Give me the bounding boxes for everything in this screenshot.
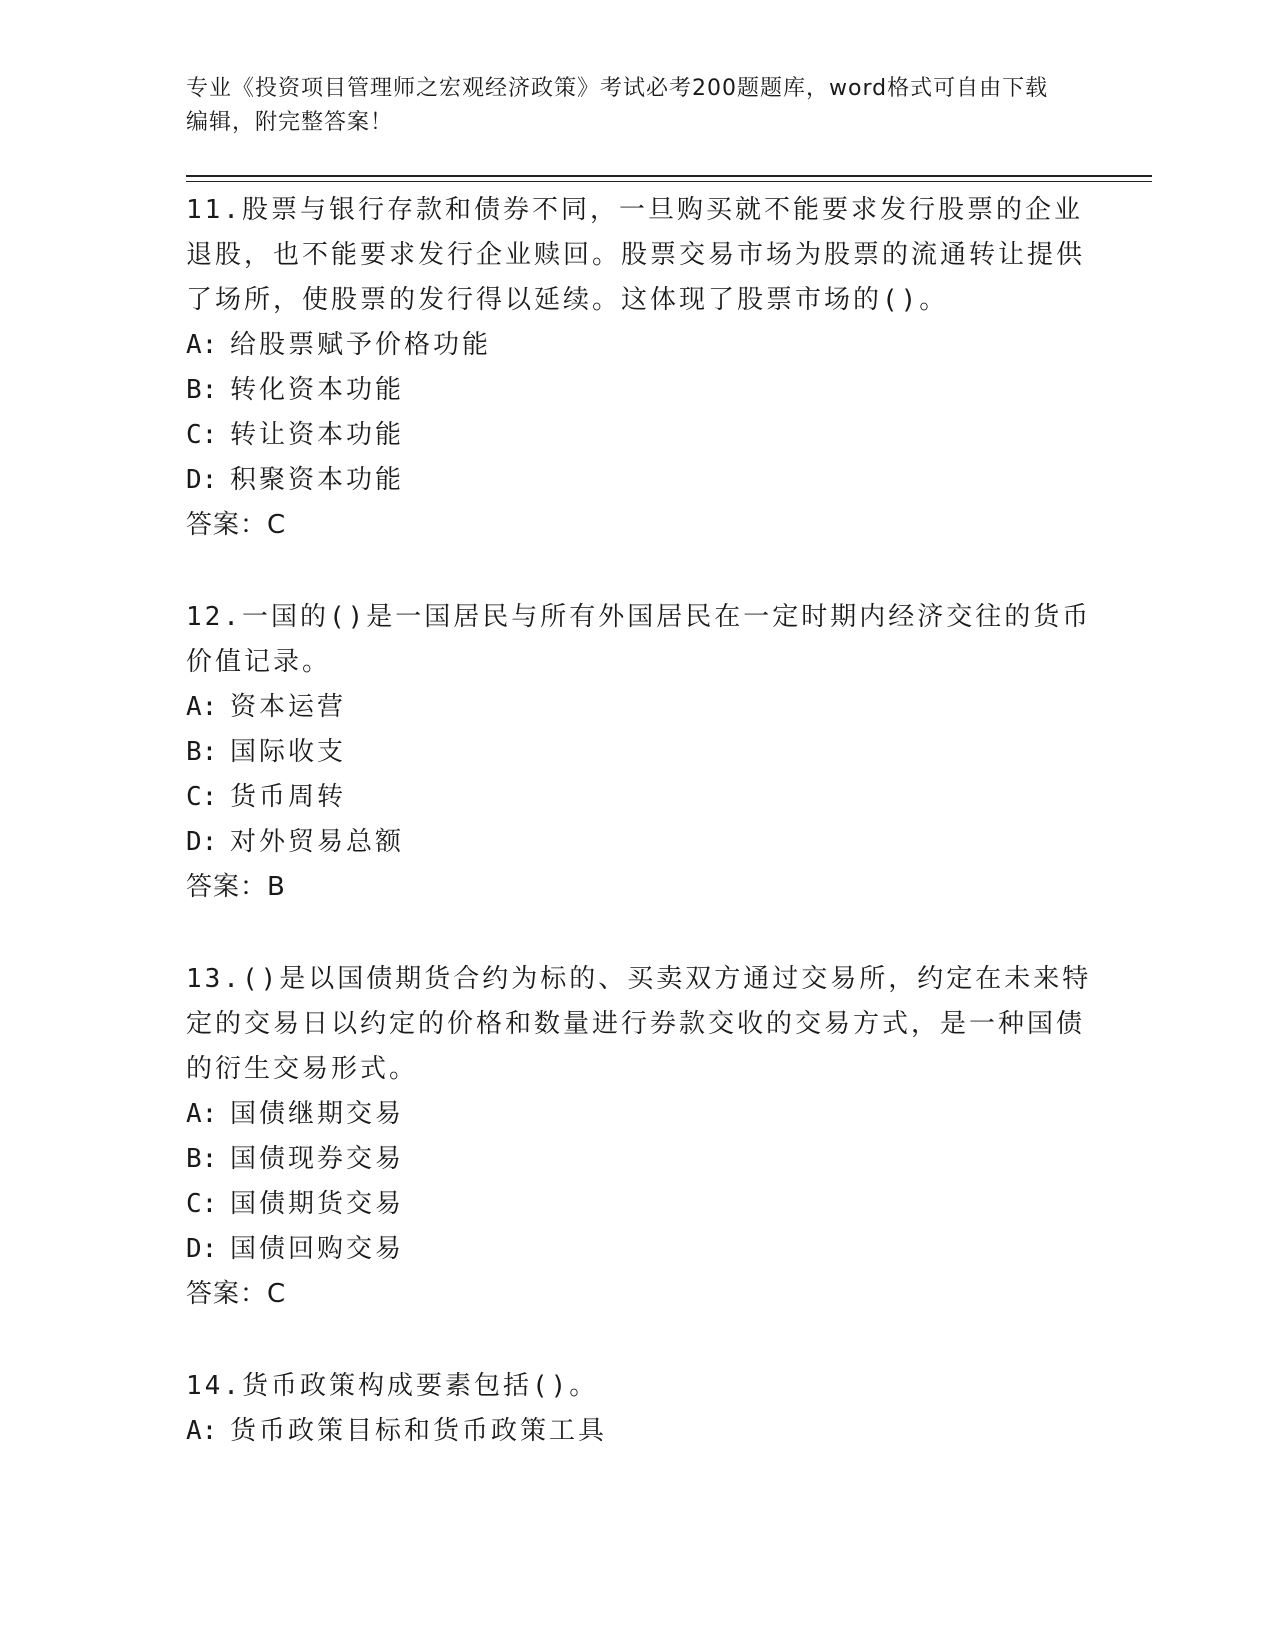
document-header [186, 72, 1066, 140]
option-text: 转让资本功能 [230, 420, 405, 450]
option-c [186, 775, 1096, 820]
option-d [186, 820, 1096, 865]
option-text: 资本运营 [230, 692, 347, 722]
option-c [186, 413, 1096, 458]
option-label: D: [186, 1234, 218, 1264]
option-label: A: [186, 1416, 218, 1446]
option-text: 国债现券交易 [230, 1144, 405, 1174]
option-text: 转化资本功能 [230, 375, 405, 405]
question-text: 11.股票与银行存款和债券不同，一旦购买就不能要求发行股票的企业退股，也不能要求发行企业赎回。股票交易市场为股票的流通转让提供了场所，使股票的发行得以延续。这体现了股票市场的()。 [186, 195, 1086, 315]
option-d [186, 458, 1096, 503]
option-text: 国债期货交易 [230, 1189, 405, 1219]
option-text: 国债回购交易 [230, 1234, 405, 1264]
option-label: B: [186, 1144, 218, 1174]
option-label: A: [186, 692, 218, 722]
question-list [186, 188, 1096, 1501]
option-b [186, 730, 1096, 775]
option-text: 国债继期交易 [230, 1099, 405, 1129]
option-label: B: [186, 375, 218, 405]
question-12 [186, 595, 1096, 910]
question-text: 12.一国的()是一国居民与所有外国居民在一定时期内经济交往的货币价值记录。 [186, 602, 1092, 677]
option-a [186, 685, 1096, 730]
option-label: B: [186, 737, 218, 767]
option-text: 对外贸易总额 [230, 827, 405, 857]
option-text: 货币周转 [230, 782, 347, 812]
option-label: D: [186, 465, 218, 495]
option-a [186, 1092, 1096, 1137]
question-14 [186, 1364, 1096, 1454]
option-label: D: [186, 827, 218, 857]
option-a [186, 1409, 1096, 1454]
option-text: 给股票赋予价格功能 [230, 330, 492, 360]
answer: 答案：C [186, 1279, 287, 1309]
option-b [186, 1137, 1096, 1182]
option-text: 货币政策目标和货币政策工具 [230, 1416, 608, 1446]
option-b [186, 368, 1096, 413]
option-label: C: [186, 782, 218, 812]
question-text: 14.货币政策构成要素包括()。 [186, 1371, 599, 1401]
header-divider-thin [186, 181, 1152, 182]
header-divider-thick [186, 175, 1152, 177]
question-13 [186, 957, 1096, 1317]
header-text: 专业《投资项目管理师之宏观经济政策》考试必考200题题库，word格式可自由下载编辑，附完整答案！ [186, 76, 1049, 135]
option-d [186, 1227, 1096, 1272]
question-text: 13.()是以国债期货合约为标的、买卖双方通过交易所，约定在未来特定的交易日以约定的价格和数量进行券款交收的交易方式，是一种国债的衍生交易形式。 [186, 964, 1092, 1084]
option-text: 积聚资本功能 [230, 465, 405, 495]
option-label: C: [186, 420, 218, 450]
option-c [186, 1182, 1096, 1227]
question-11 [186, 188, 1096, 548]
option-label: A: [186, 330, 218, 360]
option-label: A: [186, 1099, 218, 1129]
answer: 答案：B [186, 872, 286, 902]
answer: 答案：C [186, 510, 287, 540]
option-label: C: [186, 1189, 218, 1219]
option-a [186, 323, 1096, 368]
option-text: 国际收支 [230, 737, 347, 767]
